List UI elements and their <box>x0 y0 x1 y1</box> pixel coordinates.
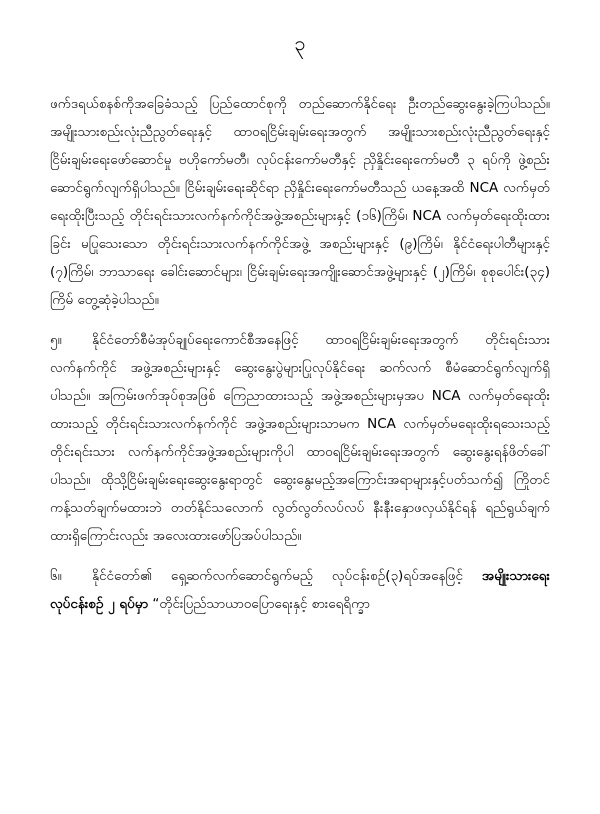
page-number: ၃ <box>294 31 306 55</box>
paragraph-5 <box>50 326 550 550</box>
paragraph-bold-text: အမျိုးသားရေးလုပ်ငန်းစဉ် ၂ ရပ်မှာ <box>50 568 550 612</box>
paragraph-number: ၆။ <box>50 568 62 584</box>
paragraph-text: ဖက်ဒရယ်စနစ်ကိုအခြေခံသည့် ပြည်ထောင်စုကို တည်ဆောက်နိုင်ရေး ဦးတည်ဆွေးနွေးခဲ့ကြပါသည်။ အမျိုးသားစည်းလုံးညီညွတ်ရေးနှင့် ထာဝရငြိမ်းချမ်းရေးအတွက် အမျိုးသားစည်းလုံးညီညွတ်ရေးနှင့်ငြိမ်းချမ်းရေးဖော်ဆောင်မှု ဗဟိုကော်မတီ၊ လုပ်ငန်းကော်မတီနှင့် ညှိနှိုင်းရေးကော်မတီ ၃ ရပ်ကို ဖွဲ့စည်းဆောင်ရွက်လျက်ရှိပါသည်။ ငြိမ်းချမ်းရေးဆိုင်ရာ ညှိနှိုင်းရေးကော်မတီသည် ယနေ့အထိ NCA လက်မှတ်ရေးထိုးပြီးသည့် တိုင်းရင်းသားလက်နက်ကိုင်အဖွဲ့အစည်းများနှင့် (၁၆)ကြိမ်၊ NCA လက်မှတ်ရေးထိုးထားခြင်း မပြုသေးသော တိုင်းရင်းသားလက်နက်ကိုင်အဖွဲ့ အစည်းများနှင့် (၉)ကြိမ်၊ နိုင်ငံရေးပါတီများနှင့် (၇)ကြိမ်၊ ဘာသာရေး ခေါင်းဆောင်များ၊ ငြိမ်းချမ်းရေးအကျိုးဆောင်အဖွဲ့များနှင့် (၂)ကြိမ်၊ စုစုပေါင်း(၃၄) ကြိမ် တွေ့ဆုံခဲ့ပါသည်။ <box>50 96 550 308</box>
paragraph-text-tail: “တိုင်းပြည်သာယာဝပြောရေးနှင့် စားရေရိက္ခာ <box>152 596 370 612</box>
paragraph-text: နိုင်ငံတော်၏ ရှေ့ဆက်လက်ဆောင်ရွက်မည့် လုပ်ငန်းစဉ်(၃)ရပ်အနေဖြင့် <box>92 568 463 584</box>
paragraph-6 <box>50 562 550 618</box>
paragraph-4 <box>50 90 550 314</box>
paragraph-text: နိုင်ငံတော်စီမံအုပ်ချုပ်ရေးကောင်စီအနေဖြင့် ထာဝရငြိမ်းချမ်းရေးအတွက် တိုင်းရင်းသားလက်နက်ကိုင် အဖွဲ့အစည်းများနှင့် ဆွေးနွေးပွဲများပြုလုပ်နိုင်ရေး ဆက်လက် စီမံဆောင်ရွက်လျက်ရှိပါသည်။ အကြမ်းဖက်အုပ်စုအဖြစ် ကြေညာထားသည့် အဖွဲ့အစည်းများမှအပ NCA လက်မှတ်ရေးထိုးထားသည့် တိုင်းရင်းသားလက်နက်ကိုင် အဖွဲ့အစည်းများသာမက NCA လက်မှတ်မရေးထိုးရသေးသည့် တိုင်းရင်းသား လက်နက်ကိုင်အဖွဲ့အစည်းများကိုပါ ထာဝရငြိမ်းချမ်းရေးအတွက် ဆွေးနွေးရန်ဖိတ်ခေါ်ပါသည်။ ထိုသို့ငြိမ်းချမ်းရေးဆွေးနွေးရာတွင် ဆွေးနွေးမည့်အကြောင်းအရာများနှင့်ပတ်သက်၍ ကြိုတင်ကန့်သတ်ချက်မထားဘဲ တတ်နိုင်သလောက် လွတ်လွတ်လပ်လပ် နီးနီးနှောဖလှယ်နိုင်ရန် ရည်ရွယ်ချက်ထားရှိကြောင်းလည်း အလေးထားဖော်ပြအပ်ပါသည်။ <box>50 332 550 544</box>
document-body <box>50 90 550 630</box>
paragraph-number: ၅။ <box>50 332 62 348</box>
